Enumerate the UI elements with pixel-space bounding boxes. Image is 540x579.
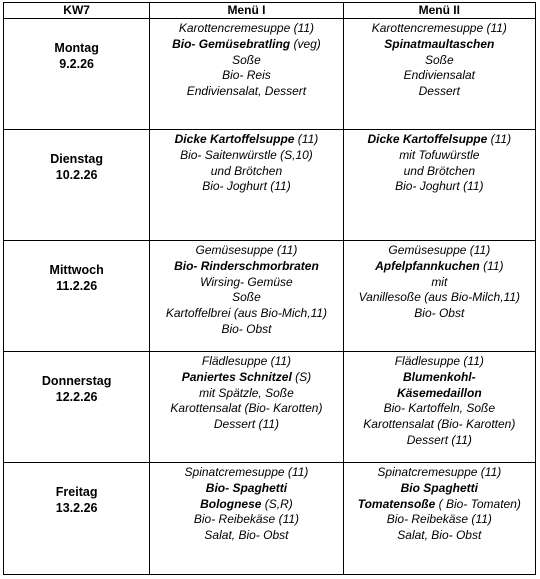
menu-item [150, 37, 342, 53]
menu-item [344, 401, 535, 417]
menu-item [344, 68, 535, 84]
menu-item [344, 481, 535, 497]
dish-annotation: (11) [294, 132, 319, 146]
dish-detail: Bio- Saitenwürstle (S,10) [180, 147, 313, 162]
menu-item [344, 465, 535, 481]
dish-detail: Karottensalat (Bio- Karotten) [170, 401, 323, 416]
day-date: 11.2.26 [56, 279, 98, 293]
dish-detail: Gemüsesuppe (11) [195, 243, 298, 257]
menu-item [150, 179, 342, 195]
menu-item [344, 84, 535, 100]
dish-detail: Spinatcremesuppe (11) [377, 465, 502, 479]
dish-detail: Bio- Obst [414, 306, 465, 321]
day-cell [4, 130, 150, 241]
day-row [4, 352, 536, 463]
dish-name: Spinatmaultaschen [384, 36, 495, 51]
dish-annotation: ( Bio- Tomaten) [435, 496, 521, 511]
menu-item [150, 512, 342, 528]
dish-detail: mit Spätzle, Soße [199, 385, 294, 400]
menu-item [150, 497, 342, 513]
menu2-cell [343, 463, 535, 575]
dish-detail: Vanillesoße (aus Bio-Milch,11) [358, 290, 521, 305]
dish-name: Blumenkohl- [402, 369, 476, 384]
menu-item [150, 386, 342, 402]
day-cell [4, 352, 150, 463]
dish-detail: Karottencremesuppe (11) [371, 21, 507, 35]
menu-item [150, 290, 342, 306]
dish-detail: Flädlesuppe (11) [201, 354, 292, 368]
menu2-header: Menü II [343, 3, 535, 19]
dish-annotation: (11) [479, 258, 504, 273]
menu-item [344, 259, 535, 275]
menu-item [150, 164, 342, 180]
dish-detail: mit [431, 274, 448, 289]
day-cell [4, 19, 150, 130]
menu-item [344, 306, 535, 322]
menu-item [344, 512, 535, 528]
menu1-cell [150, 352, 343, 463]
dish-name: Apfelpfannkuchen [375, 258, 480, 273]
dish-name: Bio Spaghetti [400, 480, 478, 495]
dish-detail: und Brötchen [403, 163, 475, 178]
dish-detail: Spinatcremesuppe (11) [184, 465, 309, 479]
menu-item [344, 497, 535, 513]
menu-item [150, 306, 342, 322]
dish-detail: Endiviensalat [403, 68, 475, 83]
menu-item [344, 132, 535, 148]
dish-detail: Gemüsesuppe (11) [388, 243, 491, 257]
dish-detail: Endiviensalat, Dessert [186, 84, 307, 99]
day-cell [4, 241, 150, 352]
dish-detail: Kartoffelbrei (aus Bio-Mich,11) [165, 306, 328, 321]
menu-item [344, 386, 535, 402]
menu-item [150, 417, 342, 433]
day-name: Montag [54, 41, 99, 55]
day-name: Dienstag [50, 152, 104, 166]
dish-detail: Bio- Reis [222, 68, 271, 83]
week-header: KW7 [4, 3, 150, 19]
weekly-menu-table [3, 2, 536, 575]
dish-detail: Flädlesuppe (11) [394, 354, 484, 368]
menu1-cell [150, 241, 343, 352]
dish-detail: Soße [232, 290, 261, 305]
day-name: Mittwoch [49, 263, 104, 277]
menu-item [150, 53, 342, 69]
menu-item [344, 37, 535, 53]
dish-detail: Bio- Obst [221, 321, 272, 336]
menu-item [150, 132, 342, 148]
day-row [4, 241, 536, 352]
menu-item [150, 354, 342, 370]
dish-detail: Bio- Kartoffeln, Soße [383, 401, 495, 416]
dish-detail: Bio- Reibekäse (11) [193, 512, 300, 527]
dish-detail: Karottensalat (Bio- Karotten) [363, 417, 516, 432]
day-name: Donnerstag [41, 374, 112, 388]
dish-name: Dicke Kartoffelsuppe [367, 132, 488, 146]
dish-detail: mit Tofuwürstle [399, 147, 480, 162]
dish-detail: Bio- Joghurt (11) [395, 179, 484, 194]
menu-item [344, 243, 535, 259]
menu-item [344, 290, 535, 306]
menu-item [150, 259, 342, 275]
menu1-cell [150, 19, 343, 130]
dish-annotation: (S) [291, 369, 312, 384]
menu2-cell [343, 19, 535, 130]
dish-detail: Bio- Joghurt (11) [202, 179, 291, 194]
menu2-cell [343, 130, 535, 241]
day-row [4, 463, 536, 575]
day-row [4, 19, 536, 130]
dish-annotation: (11) [487, 132, 512, 146]
day-name: Freitag [55, 485, 98, 499]
dish-annotation: (veg) [290, 36, 321, 51]
dish-detail: Soße [232, 52, 261, 67]
menu-item [344, 275, 535, 291]
menu-item [150, 370, 342, 386]
dish-name: Käsemedaillon [396, 385, 482, 400]
menu-item [344, 354, 535, 370]
menu-item [150, 528, 342, 544]
menu-item [150, 275, 342, 291]
dish-name: Bio- Rinderschmorbraten [174, 258, 319, 273]
menu-item [344, 370, 535, 386]
menu-item [150, 84, 342, 100]
menu2-cell [343, 352, 535, 463]
day-date: 10.2.26 [55, 168, 98, 182]
dish-detail: Karottencremesuppe (11) [178, 21, 315, 35]
menu-item [150, 465, 342, 481]
menu1-cell [150, 463, 343, 575]
day-date: 13.2.26 [55, 501, 98, 515]
dish-name: Bio- Gemüsebratling [172, 36, 291, 51]
menu2-cell [343, 241, 535, 352]
menu-item [344, 433, 535, 449]
dish-detail: Dessert (11) [406, 432, 472, 447]
dish-name: Bio- Spaghetti [205, 480, 288, 495]
menu-item [344, 148, 535, 164]
menu-item [150, 21, 342, 37]
dish-name: Bolognese [200, 496, 262, 511]
day-date: 12.2.26 [55, 390, 98, 404]
menu-item [344, 21, 535, 37]
day-row [4, 130, 536, 241]
dish-detail: und Brötchen [210, 163, 283, 178]
dish-detail: Wirsing- Gemüse [200, 274, 293, 289]
menu-item [344, 164, 535, 180]
menu-item [150, 243, 342, 259]
menu-item [150, 322, 342, 338]
day-date: 9.2.26 [59, 57, 95, 71]
dish-detail: Dessert [418, 84, 460, 99]
dish-detail: Bio- Reibekäse (11) [386, 512, 492, 527]
dish-name: Dicke Kartoffelsuppe [174, 132, 295, 146]
menu-item [344, 417, 535, 433]
dish-detail: Dessert (11) [213, 417, 280, 432]
menu1-header: Menü I [150, 3, 343, 19]
menu-item [344, 53, 535, 69]
dish-detail: Soße [424, 52, 454, 67]
day-cell [4, 463, 150, 575]
dish-name: Tomatensoße [357, 496, 436, 511]
dish-name: Paniertes Schnitzel [181, 369, 292, 384]
dish-detail: Salat, Bio- Obst [397, 528, 482, 543]
menu-item [150, 481, 342, 497]
menu-item [150, 148, 342, 164]
menu1-cell [150, 130, 343, 241]
menu-item [150, 68, 342, 84]
header-row [4, 3, 536, 19]
menu-item [344, 528, 535, 544]
menu-body [4, 19, 536, 575]
menu-item [150, 401, 342, 417]
dish-annotation: (S,R) [261, 496, 293, 511]
dish-detail: Salat, Bio- Obst [204, 528, 289, 543]
menu-item [344, 179, 535, 195]
